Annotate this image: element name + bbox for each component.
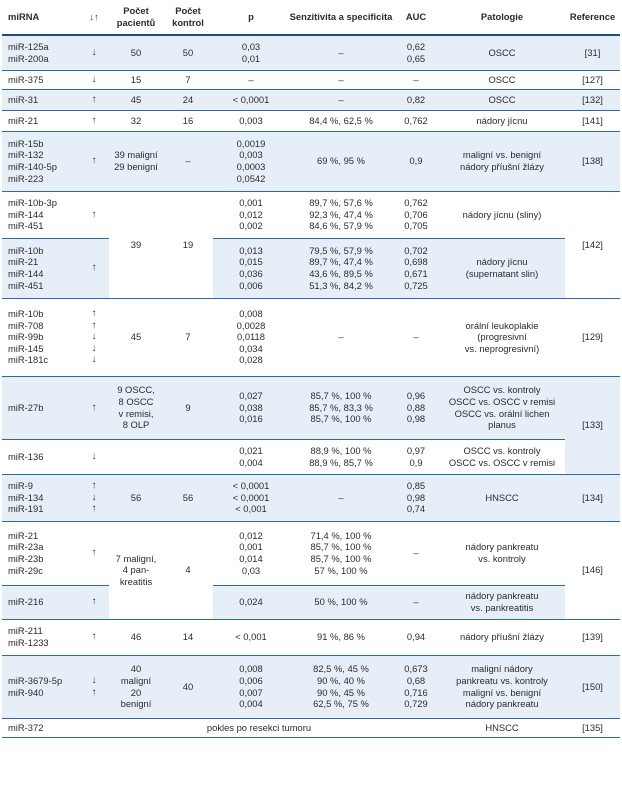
cell-reference: [134] xyxy=(565,474,620,521)
cell-mirna: miR-9 miR-134 miR-191 xyxy=(2,474,79,521)
header-pathology: Patologie xyxy=(439,0,565,35)
cell-p: < 0,0001 < 0,0001 < 0,001 xyxy=(213,474,289,521)
cell-sensitivity: 71,4 %, 100 % 85,7 %, 100 % 85,7 %, 100 % 57 %, 100 % xyxy=(289,521,393,585)
cell-mirna: miR-3679-5p miR-940 xyxy=(2,655,79,718)
cell-auc: 0,85 0,98 0,74 xyxy=(393,474,439,521)
table-row xyxy=(2,298,620,376)
cell-pathology: OSCC vs. kontroly OSCC vs. OSCC v remisi xyxy=(439,439,565,474)
cell-direction: ↑ xyxy=(79,619,109,655)
cell-controls: 40 xyxy=(163,655,213,718)
cell-reference: [31] xyxy=(565,35,620,70)
cell-direction: ↑ xyxy=(79,521,109,585)
cell-sensitivity: – xyxy=(289,298,393,376)
cell-sensitivity: 79,5 %, 57,9 % 89,7 %, 47,4 % 43,6 %, 89,5 % 51,3 %, 84,2 % xyxy=(289,238,393,298)
cell-sensitivity: – xyxy=(289,70,393,89)
cell-auc: – xyxy=(393,521,439,585)
cell-pathology: maligní nádory pankreatu vs. kontroly maligní vs. benigní nádory pankreatu xyxy=(439,655,565,718)
cell-p: 0,03 0,01 xyxy=(213,35,289,70)
cell-pathology: nádory jícnu (supernatant slin) xyxy=(439,238,565,298)
cell-mirna: miR-21 miR-23a miR-23b miR-29c xyxy=(2,521,79,585)
cell-reference: [133] xyxy=(565,376,620,474)
table-row xyxy=(2,585,620,619)
cell-direction: ↑ xyxy=(79,110,109,131)
cell-mirna: miR-375 xyxy=(2,70,79,89)
cell-note: pokles po resekci tumoru xyxy=(79,718,439,737)
cell-controls: 7 xyxy=(163,298,213,376)
cell-controls: 24 xyxy=(163,89,213,110)
cell-mirna: miR-15b miR-132 miR-140-5p miR-223 xyxy=(2,131,79,191)
header-sensitivity: Senzitivita a specificita xyxy=(289,0,393,35)
cell-patients: 50 xyxy=(109,35,163,70)
cell-auc: 0,94 xyxy=(393,619,439,655)
cell-auc: 0,9 xyxy=(393,131,439,191)
cell-p: 0,008 0,0028 0,0118 0,034 0,028 xyxy=(213,298,289,376)
cell-direction: ↑ xyxy=(79,131,109,191)
cell-p: 0,024 xyxy=(213,585,289,619)
cell-p: – xyxy=(213,70,289,89)
cell-auc: – xyxy=(393,298,439,376)
cell-auc: 0,702 0,698 0,671 0,725 xyxy=(393,238,439,298)
cell-patients: 39 maligní 29 benigní xyxy=(109,131,163,191)
cell-p: 0,0019 0,003 0,0003 0,0542 xyxy=(213,131,289,191)
cell-direction: ↓ xyxy=(79,439,109,474)
table-row xyxy=(2,619,620,655)
table-row xyxy=(2,35,620,70)
cell-reference: [129] xyxy=(565,298,620,376)
cell-mirna: miR-10b miR-21 miR-144 miR-451 xyxy=(2,238,79,298)
cell-direction: ↑ xyxy=(79,585,109,619)
table-row xyxy=(2,238,620,298)
cell-auc: – xyxy=(393,585,439,619)
cell-pathology: nádory jícnu (sliny) xyxy=(439,191,565,238)
cell-pathology: OSCC xyxy=(439,35,565,70)
cell-p: 0,012 0,001 0,014 0,03 xyxy=(213,521,289,585)
table-row xyxy=(2,521,620,585)
cell-sensitivity: 84,4 %, 62,5 % xyxy=(289,110,393,131)
cell-patients: 9 OSCC, 8 OSCC v remisi, 8 OLP xyxy=(109,376,163,439)
cell-direction: ↑ xyxy=(79,89,109,110)
cell-p: 0,021 0,004 xyxy=(213,439,289,474)
cell-p: 0,013 0,015 0,036 0,006 xyxy=(213,238,289,298)
header-controls: Počet kontrol xyxy=(163,0,213,35)
cell-controls: 7 xyxy=(163,70,213,89)
cell-mirna: miR-216 xyxy=(2,585,79,619)
mirna-table xyxy=(2,0,620,738)
header-mirna: miRNA xyxy=(2,0,79,35)
cell-controls: 9 xyxy=(163,376,213,439)
cell-controls xyxy=(163,439,213,474)
cell-pathology: nádory pankreatu vs. pankreatitis xyxy=(439,585,565,619)
cell-reference: [146] xyxy=(565,521,620,619)
cell-direction: ↓ xyxy=(79,70,109,89)
cell-direction: ↓ xyxy=(79,35,109,70)
cell-pathology: nádory pankreatu vs. kontroly xyxy=(439,521,565,585)
header-row xyxy=(2,0,620,35)
table-row xyxy=(2,718,620,737)
cell-reference: [139] xyxy=(565,619,620,655)
cell-pathology: OSCC vs. kontroly OSCC vs. OSCC v remisi OSCC vs. orální lichen planus xyxy=(439,376,565,439)
cell-p: < 0,001 xyxy=(213,619,289,655)
table-row xyxy=(2,474,620,521)
cell-sensitivity: 82,5 %, 45 % 90 %, 40 % 90 %, 45 % 62,5 %, 75 % xyxy=(289,655,393,718)
table-row xyxy=(2,131,620,191)
cell-direction: ↑ ↓ ↑ xyxy=(79,474,109,521)
table-row xyxy=(2,89,620,110)
cell-mirna: miR-10b-3p miR-144 miR-451 xyxy=(2,191,79,238)
cell-pathology: HNSCC xyxy=(439,474,565,521)
cell-patients: 39 xyxy=(109,191,163,298)
cell-sensitivity: 91 %, 86 % xyxy=(289,619,393,655)
cell-controls: 14 xyxy=(163,619,213,655)
cell-mirna: miR-136 xyxy=(2,439,79,474)
header-direction: ↓↑ xyxy=(79,0,109,35)
cell-pathology: orální leukoplakie (progresivní vs. neprogresivní) xyxy=(439,298,565,376)
cell-sensitivity: – xyxy=(289,474,393,521)
cell-pathology: OSCC xyxy=(439,70,565,89)
header-reference: Reference xyxy=(565,0,620,35)
cell-controls: 16 xyxy=(163,110,213,131)
table-row xyxy=(2,70,620,89)
cell-mirna: miR-21 xyxy=(2,110,79,131)
cell-mirna: miR-27b xyxy=(2,376,79,439)
cell-auc: 0,82 xyxy=(393,89,439,110)
cell-mirna: miR-10b miR-708 miR-99b miR-145 miR-181c xyxy=(2,298,79,376)
cell-patients: 45 xyxy=(109,89,163,110)
cell-controls: – xyxy=(163,131,213,191)
cell-auc: – xyxy=(393,70,439,89)
table-row xyxy=(2,376,620,439)
cell-controls: 19 xyxy=(163,191,213,298)
cell-auc: 0,673 0,68 0,716 0,729 xyxy=(393,655,439,718)
cell-p: 0,008 0,006 0,007 0,004 xyxy=(213,655,289,718)
cell-controls: 4 xyxy=(163,521,213,619)
cell-sensitivity: 89,7 %, 57,6 % 92,3 %, 47,4 % 84,6 %, 57,9 % xyxy=(289,191,393,238)
cell-reference: [132] xyxy=(565,89,620,110)
cell-p: 0,001 0,012 0,002 xyxy=(213,191,289,238)
table-row xyxy=(2,110,620,131)
cell-direction: ↑ ↑ ↓ ↓ ↓ xyxy=(79,298,109,376)
cell-auc: 0,62 0,65 xyxy=(393,35,439,70)
cell-direction: ↑ xyxy=(79,238,109,298)
cell-patients: 32 xyxy=(109,110,163,131)
cell-direction: ↓ ↑ xyxy=(79,655,109,718)
cell-sensitivity: 88,9 %, 100 % 88,9 %, 85,7 % xyxy=(289,439,393,474)
cell-pathology: HNSCC xyxy=(439,718,565,737)
cell-reference: [135] xyxy=(565,718,620,737)
cell-pathology: maligní vs. benigní nádory příušní žlázy xyxy=(439,131,565,191)
cell-patients: 40 maligní 20 benigní xyxy=(109,655,163,718)
cell-patients: 15 xyxy=(109,70,163,89)
table-row xyxy=(2,191,620,238)
cell-mirna: miR-211 miR-1233 xyxy=(2,619,79,655)
cell-sensitivity: 50 %, 100 % xyxy=(289,585,393,619)
cell-direction: ↑ xyxy=(79,376,109,439)
cell-mirna: miR-125a miR-200a xyxy=(2,35,79,70)
cell-pathology: nádory příušní žlázy xyxy=(439,619,565,655)
cell-sensitivity: 69 %, 95 % xyxy=(289,131,393,191)
header-p: p xyxy=(213,0,289,35)
cell-reference: [142] xyxy=(565,191,620,298)
cell-mirna: miR-31 xyxy=(2,89,79,110)
cell-p: 0,027 0,038 0,016 xyxy=(213,376,289,439)
cell-patients: 56 xyxy=(109,474,163,521)
cell-patients: 46 xyxy=(109,619,163,655)
cell-auc: 0,762 0,706 0,705 xyxy=(393,191,439,238)
header-auc: AUC xyxy=(393,0,439,35)
cell-reference: [138] xyxy=(565,131,620,191)
cell-pathology: nádory jícnu xyxy=(439,110,565,131)
table-row xyxy=(2,439,620,474)
cell-sensitivity: – xyxy=(289,89,393,110)
cell-reference: [150] xyxy=(565,655,620,718)
cell-auc: 0,762 xyxy=(393,110,439,131)
cell-sensitivity: – xyxy=(289,35,393,70)
cell-reference: [141] xyxy=(565,110,620,131)
cell-controls: 56 xyxy=(163,474,213,521)
cell-sensitivity: 85,7 %, 100 % 85,7 %, 83,3 % 85,7 %, 100 % xyxy=(289,376,393,439)
table-row xyxy=(2,655,620,718)
cell-patients: 7 maligní, 4 pan- kreatitis xyxy=(109,521,163,619)
cell-p: 0,003 xyxy=(213,110,289,131)
cell-patients xyxy=(109,439,163,474)
header-patients: Počet pacientů xyxy=(109,0,163,35)
cell-auc: 0,97 0,9 xyxy=(393,439,439,474)
cell-direction: ↑ xyxy=(79,191,109,238)
cell-controls: 50 xyxy=(163,35,213,70)
cell-reference: [127] xyxy=(565,70,620,89)
cell-pathology: OSCC xyxy=(439,89,565,110)
cell-mirna: miR-372 xyxy=(2,718,79,737)
cell-patients: 45 xyxy=(109,298,163,376)
cell-p: < 0,0001 xyxy=(213,89,289,110)
cell-auc: 0,96 0,88 0,98 xyxy=(393,376,439,439)
